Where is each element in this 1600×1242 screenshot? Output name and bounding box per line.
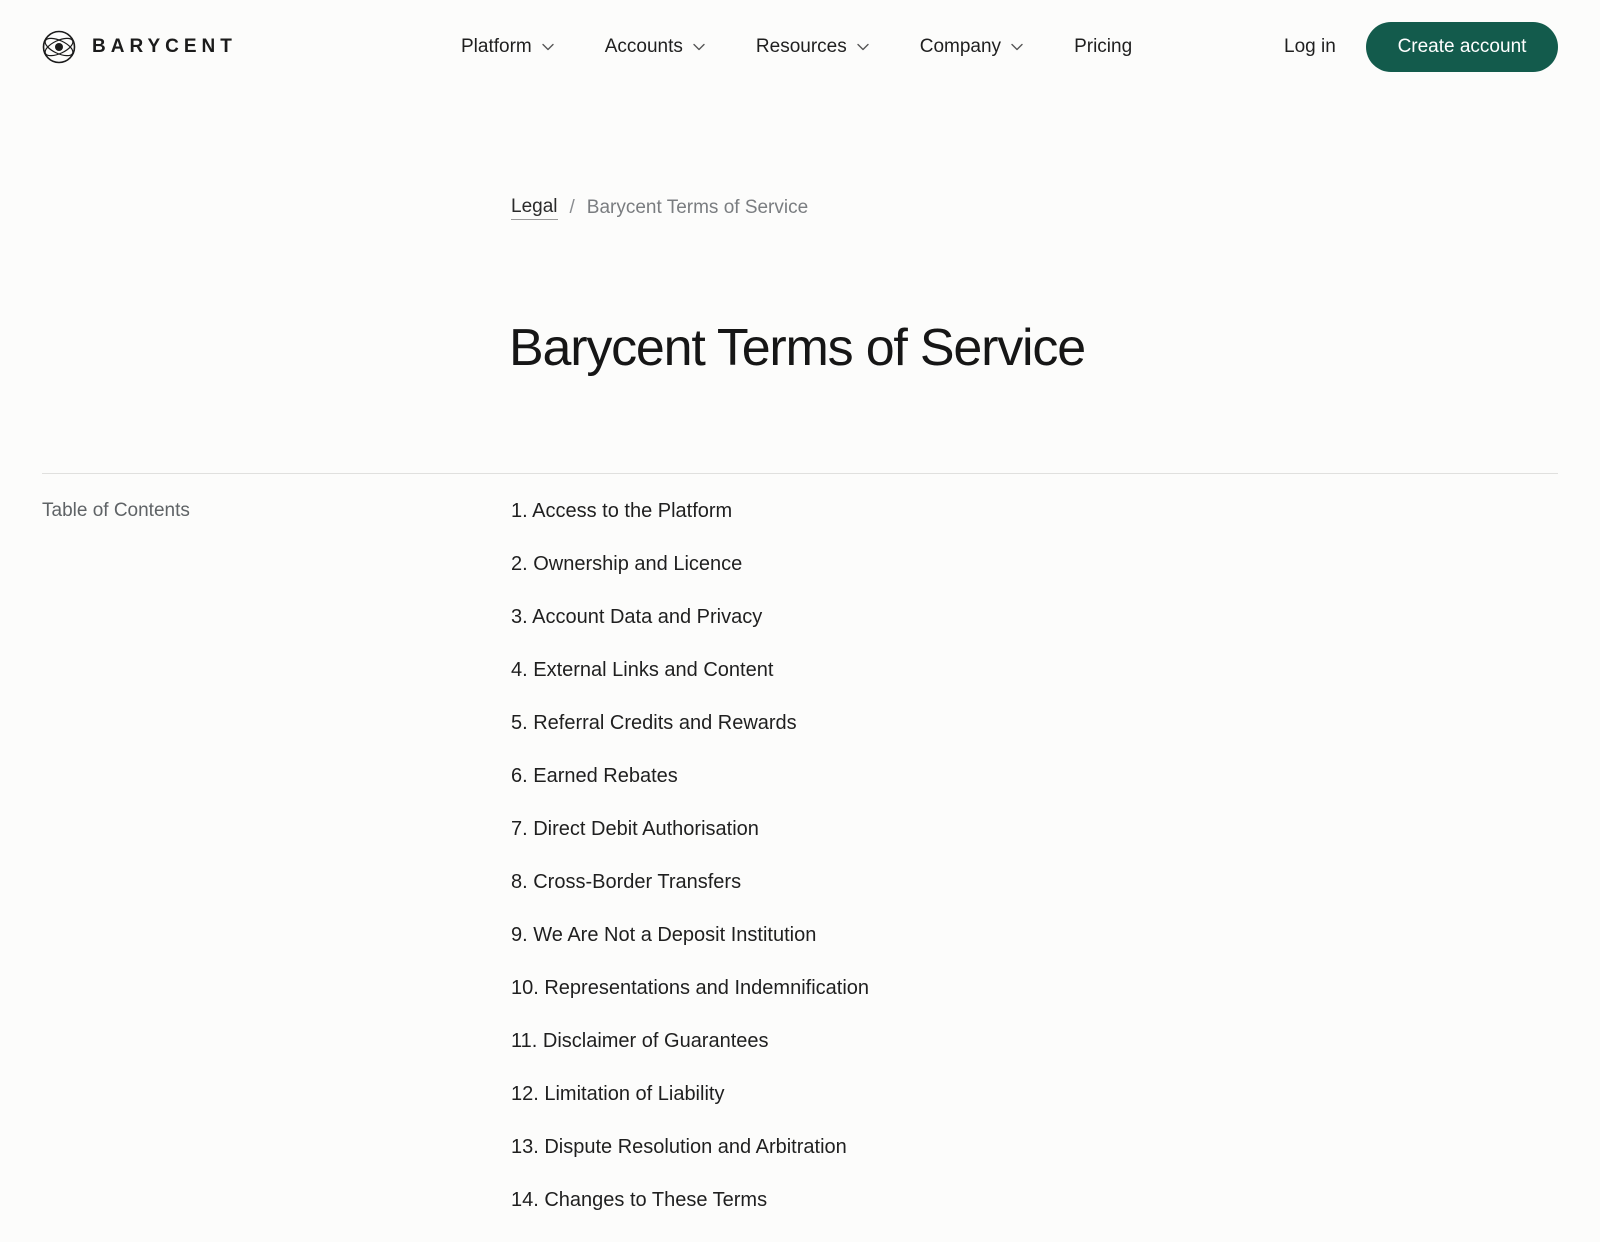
top-navigation <box>0 0 1600 96</box>
nav-accounts-label: Accounts <box>604 36 683 57</box>
nav-platform-label: Platform <box>461 36 532 57</box>
breadcrumb-separator: / <box>569 197 575 218</box>
main-menu <box>461 32 1132 62</box>
toc-item-4[interactable]: 4. External Links and Content <box>511 659 774 681</box>
nav-resources[interactable] <box>756 36 870 58</box>
toc-list <box>511 500 869 1242</box>
toc-item-10[interactable]: 10. Representations and Indemnification <box>511 977 870 999</box>
chevron-down-icon <box>692 40 706 54</box>
create-account-button[interactable]: Create account <box>1366 22 1558 72</box>
nav-company-label: Company <box>919 36 1002 57</box>
toc-item-1[interactable]: 1. Access to the Platform <box>511 500 733 522</box>
nav-accounts[interactable] <box>605 36 706 58</box>
toc-item-14[interactable]: 14. Changes to These Terms <box>511 1189 768 1211</box>
login-link[interactable]: Log in <box>1284 36 1336 57</box>
toc-item-3[interactable]: 3. Account Data and Privacy <box>511 606 763 628</box>
toc-item-12[interactable]: 12. Limitation of Liability <box>511 1083 725 1105</box>
chevron-down-icon <box>1010 40 1024 54</box>
toc-item-8[interactable]: 8. Cross-Border Transfers <box>511 871 742 893</box>
breadcrumb-current: Barycent Terms of Service <box>586 197 809 218</box>
toc-item-6[interactable]: 6. Earned Rebates <box>511 765 678 787</box>
nav-resources-label: Resources <box>755 36 847 57</box>
brand-name: BARYCENT <box>92 36 237 57</box>
breadcrumb-legal-link[interactable]: Legal <box>511 196 558 220</box>
brand-logo-link[interactable] <box>42 30 237 64</box>
nav-company[interactable] <box>920 36 1024 58</box>
page-title: Barycent Terms of Service <box>509 319 1085 377</box>
toc-item-9[interactable]: 9. We Are Not a Deposit Institution <box>511 924 817 946</box>
toc-item-7[interactable]: 7. Direct Debit Authorisation <box>511 818 759 840</box>
toc-item-5[interactable]: 5. Referral Credits and Rewards <box>511 712 797 734</box>
nav-pricing-label: Pricing <box>1074 36 1133 57</box>
chevron-down-icon <box>856 40 870 54</box>
orbit-logo-icon <box>42 30 76 64</box>
toc-item-11[interactable]: 11. Disclaimer of Guarantees <box>511 1030 769 1052</box>
chevron-down-icon <box>541 40 555 54</box>
nav-pricing[interactable] <box>1074 36 1132 58</box>
section-divider <box>42 473 1558 474</box>
toc-heading: Table of Contents <box>42 500 190 521</box>
toc-item-2[interactable]: 2. Ownership and Licence <box>511 553 743 575</box>
nav-platform[interactable] <box>461 36 555 58</box>
breadcrumb <box>511 196 808 220</box>
toc-item-13[interactable]: 13. Dispute Resolution and Arbitration <box>511 1136 847 1158</box>
